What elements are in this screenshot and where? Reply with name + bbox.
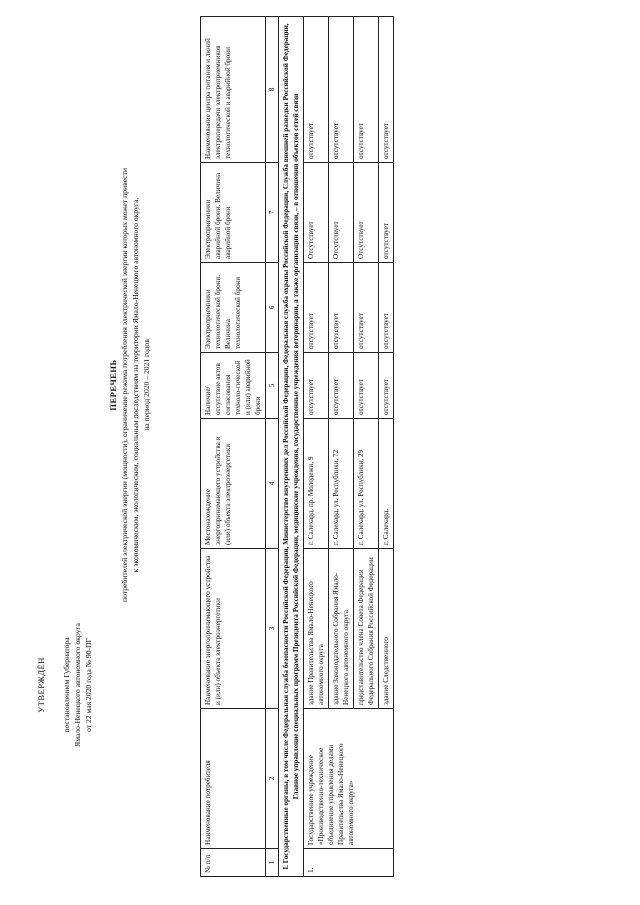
header-cell: Наличие/ отсутствие актов согласования техноло-гической и (или) аварийной брони: [201, 353, 266, 419]
tech-reserve: отсутствует: [329, 263, 354, 353]
power-center: отсутствует: [354, 17, 379, 163]
column-number: 8: [266, 17, 279, 163]
column-number: 1: [266, 849, 279, 877]
consumer-name: Государственное учреждение «Производственно-техническое объединение управления делами Правительства Ямало-Ненецкого автономного округа»: [304, 709, 394, 849]
power-center: отсутствует: [379, 17, 394, 163]
approval-line-2: Ямало-Ненецкого автономного округа: [73, 623, 82, 747]
acts-status: отсутствует: [379, 353, 394, 419]
acts-status: отсутствует: [354, 353, 379, 419]
acts-status: отсутствует: [329, 353, 354, 419]
emergency-reserve: отсутствует: [379, 163, 394, 263]
approval-block: [36, 565, 94, 805]
column-number: 5: [266, 353, 279, 419]
header-cell: Наименование центра питания и линий электропередачи электроприемников технологической и аварийной брони: [201, 17, 266, 163]
header-cell: № п/п: [201, 849, 266, 877]
column-number: 4: [266, 419, 279, 549]
column-number: 7: [266, 163, 279, 263]
consumers-table: [200, 16, 394, 877]
object-name: здание Правительства Ямало-Ненецкого автономного округа: [304, 549, 329, 709]
column-number: 6: [266, 263, 279, 353]
object-name: здание Законодательного Собрания Ямало-Ненецкого автономного округа: [329, 549, 354, 709]
object-name: представительство члена Совета Федерации Федерального Собрания Российской Федерации: [354, 549, 379, 709]
emergency-reserve: Отсутствует: [304, 163, 329, 263]
document-title: ПЕРЕЧЕНЬ: [108, 359, 118, 411]
column-number: 2: [266, 709, 279, 849]
column-number: 3: [266, 549, 279, 709]
tech-reserve: отсутствует: [304, 263, 329, 353]
object-location: г. Салехард, ул. Республики, 72: [329, 419, 354, 549]
table-row: [304, 17, 329, 877]
acts-status: отсутствует: [304, 353, 329, 419]
heading-line-1: потребителей электрической энергии (мощности), ограничение режима потребления электрической энергии которых может привести: [120, 168, 129, 602]
approval-line-1: постановлением Губернатора: [62, 637, 71, 733]
document-heading: [108, 105, 152, 665]
object-location: г. Салехард, пр. Молодежи, 9: [304, 419, 329, 549]
emergency-reserve: Отсутствует: [329, 163, 354, 263]
approval-line-3: от 22 мая 2020 года № 90-ПГ: [84, 638, 93, 732]
column-number-row: [266, 17, 279, 877]
object-location: г. Салехард, ул. Республики, 29: [354, 419, 379, 549]
object-location: г. Салехард,: [379, 419, 394, 549]
power-center: отсутствует: [304, 17, 329, 163]
approval-title: УТВЕРЖДЁН: [36, 657, 46, 713]
header-cell: Наименование энергопринимающего устройства и (или) объекта электроэнергетики: [201, 549, 266, 709]
header-cell: Электроприемники аварийной брони. Величина аварийной брони: [201, 163, 266, 263]
header-cell: Наименование потребителя: [201, 709, 266, 849]
header-cell: Местонахождение энергопринимающего устройства и (или) объекта электроэнергетики: [201, 419, 266, 549]
object-name: здание Следственного: [379, 549, 394, 709]
emergency-reserve: Отсутствует: [354, 163, 379, 263]
table-header-row: [201, 17, 266, 877]
section-row: [279, 17, 304, 877]
power-center: отсутствует: [329, 17, 354, 163]
heading-line-3: на период 2020 – 2021 годов: [142, 339, 151, 431]
tech-reserve: отсутствует: [354, 263, 379, 353]
heading-line-2: к экономическим, экологическим, социальным последствиям на территории Ямало-Ненецкого автономного округа,: [131, 197, 140, 573]
header-cell: Электроприемники технологической брони. Величина технологической брони: [201, 263, 266, 353]
section-title: I. Государственные органы, в том числе Федеральная служба безопасности Российской Федерации, Министерство внутренних дел Российской Федерации, Федеральная служба охраны Российской Федерации, Служба внешней разведки Российской Федерации, Главное управление специальных программ Президента Российской Федерации, медицинские учреждения, государственные учреждения ветеринарии, а также организации связи, – в отношении объектов сетей связи: [279, 17, 304, 877]
tech-reserve: отсутствует: [379, 263, 394, 353]
consumer-number: 1.: [304, 849, 394, 877]
